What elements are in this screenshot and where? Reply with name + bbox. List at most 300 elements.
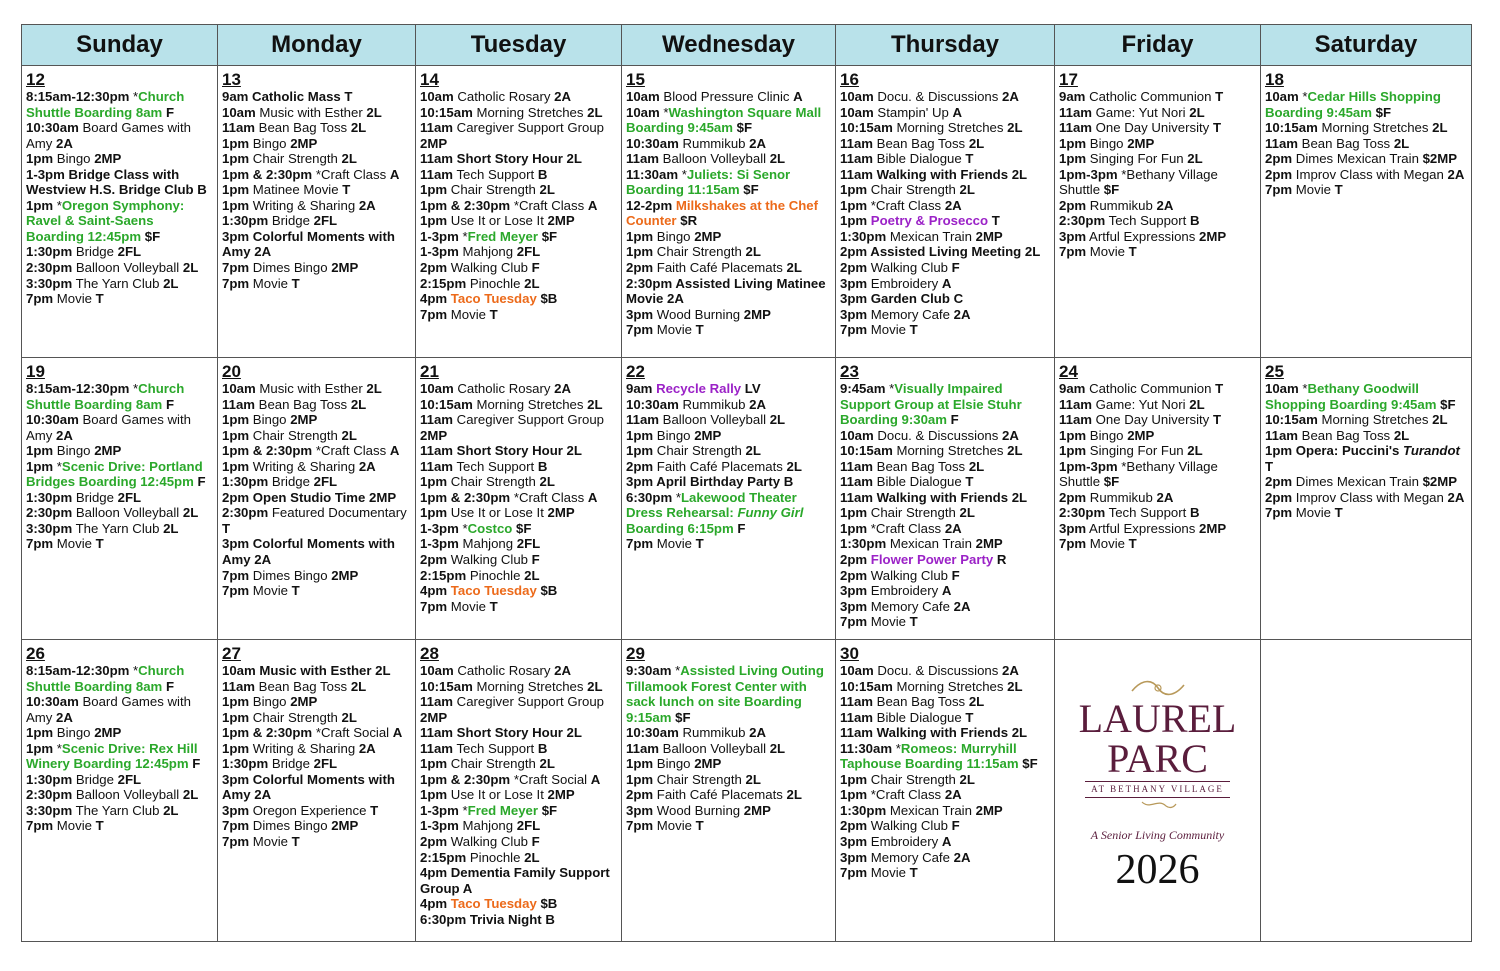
- event-item: [26, 772, 213, 788]
- event-text: 3pm: [840, 583, 868, 599]
- event-text: Taco Tuesday: [450, 291, 537, 307]
- event-item: [26, 536, 213, 552]
- event-text: Bridge: [72, 244, 118, 260]
- event-text: $F: [1103, 474, 1120, 490]
- event-text: 10am: [840, 427, 874, 443]
- event-item: [840, 198, 1050, 214]
- event-text: Bible Dialogue: [873, 151, 966, 167]
- event-text: 1-3pm: [420, 520, 459, 536]
- event-text: 2pm: [840, 818, 868, 834]
- event-item: [840, 663, 1050, 679]
- event-text: 1pm: [626, 244, 654, 260]
- event-text: Wood Burning: [653, 802, 744, 818]
- week-row: [22, 358, 1472, 640]
- event-item: [626, 459, 831, 475]
- event-text: Movie: [249, 583, 292, 599]
- event-item: [420, 244, 617, 260]
- event-text: 2A: [953, 598, 971, 614]
- event-item: [1059, 198, 1256, 214]
- event-item: [26, 459, 213, 490]
- event-item: [420, 536, 617, 552]
- event-text: 2MP: [290, 412, 318, 428]
- event-text: 1-3pm Bridge Class with Westview H.S. Bridge Club B: [26, 166, 207, 198]
- event-text: 1:30pm: [840, 536, 887, 552]
- event-text: Movie: [249, 834, 292, 850]
- event-text: *: [885, 381, 895, 396]
- event-text: Improv Class with Megan: [1292, 489, 1448, 505]
- event-text: Movie: [1292, 505, 1335, 521]
- event-text: B: [537, 740, 548, 756]
- calendar-grid: [21, 24, 1472, 942]
- event-text: 10:15am: [1265, 412, 1318, 428]
- event-text: Bean Bag Toss: [873, 694, 969, 710]
- event-text: *Craft Class: [867, 787, 945, 803]
- event-text: 2L: [341, 709, 357, 725]
- event-text: T: [991, 213, 1000, 229]
- event-item: [840, 490, 1050, 506]
- event-item: [420, 260, 617, 276]
- event-item: [222, 710, 411, 726]
- day-number: 21: [420, 362, 439, 381]
- event-text: 2A: [554, 381, 572, 396]
- event-item: [420, 229, 617, 245]
- event-text: 3pm: [840, 598, 868, 614]
- day-cell: [1055, 66, 1261, 358]
- event-text: *: [129, 663, 139, 678]
- event-item: [1265, 490, 1467, 506]
- day-cell: [1055, 358, 1261, 640]
- event-text: $B: [540, 583, 558, 599]
- day-number: 25: [1265, 362, 1284, 381]
- event-text: Bridge: [268, 213, 314, 229]
- logo-tagline: A Senior Living Community: [1090, 827, 1225, 842]
- event-item: [222, 834, 411, 850]
- event-text: 2pm: [1059, 489, 1087, 505]
- event-item: [840, 787, 1050, 803]
- event-text: Bible Dialogue: [873, 474, 966, 490]
- event-text: 2L: [959, 182, 975, 198]
- event-text: 1-3pm: [420, 244, 459, 260]
- event-text: Docu. & Discussions: [873, 427, 1002, 443]
- event-item: [1059, 229, 1256, 245]
- event-text: Game: Yut Nori: [1092, 104, 1190, 120]
- event-item: [840, 322, 1050, 338]
- event-item: [420, 834, 617, 850]
- event-item: [840, 710, 1050, 726]
- event-text: 1pm: [840, 771, 868, 787]
- event-text: 2L: [539, 182, 555, 198]
- event-text: 7pm: [840, 614, 868, 630]
- event-text: 2MP: [694, 228, 722, 244]
- event-text: 10:30am: [26, 694, 79, 710]
- event-text: 1pm & 2:30pm: [420, 197, 511, 213]
- event-text: 10am: [840, 663, 874, 678]
- event-text: Movie: [1292, 182, 1335, 198]
- event-text: 3pm Garden Club C: [840, 291, 964, 307]
- event-text: 1:30pm: [840, 802, 887, 818]
- event-text: 2A: [953, 849, 971, 865]
- event-text: 2FL: [117, 489, 142, 505]
- event-item: [222, 136, 411, 152]
- event-text: 2pm: [420, 260, 448, 276]
- empty-cell: [1261, 640, 1472, 942]
- event-text: Bingo: [249, 694, 291, 710]
- event-text: 1-3pm: [420, 536, 459, 552]
- event-text: 7pm: [222, 818, 250, 834]
- day-cell: [836, 640, 1055, 942]
- event-text: T: [1128, 244, 1137, 260]
- event-text: Blood Pressure Clinic: [659, 89, 794, 104]
- event-text: T: [1215, 89, 1224, 104]
- event-item: [222, 694, 411, 710]
- event-item: [26, 120, 213, 151]
- event-text: T: [95, 536, 104, 552]
- event-text: 1pm & 2:30pm: [222, 443, 313, 459]
- event-text: 1-3pm: [420, 228, 459, 244]
- event-item: [420, 896, 617, 912]
- event-text: Board Games with Amy: [26, 694, 191, 725]
- event-text: 2A: [944, 787, 962, 803]
- event-item: [1265, 136, 1467, 152]
- event-text: 2pm: [1265, 489, 1293, 505]
- event-text: $F: [743, 182, 759, 198]
- event-text: Dimes Bingo: [249, 567, 332, 583]
- event-text: 10am: [1265, 381, 1299, 396]
- event-text: 1pm: [420, 182, 448, 198]
- event-text: Bingo: [53, 443, 95, 459]
- event-text: Dimes Bingo: [249, 260, 332, 276]
- event-item: [626, 772, 831, 788]
- event-text: T: [291, 275, 300, 291]
- event-item: [1265, 428, 1467, 444]
- event-text: A: [793, 89, 803, 104]
- event-item: [626, 663, 831, 725]
- event-text: 7pm: [1059, 536, 1087, 552]
- event-text: Bean Bag Toss: [1298, 135, 1394, 151]
- day-cell: [22, 358, 218, 640]
- event-text: 10:30am: [626, 396, 679, 412]
- event-text: Bingo: [53, 725, 95, 741]
- event-text: Morning Stretches: [472, 396, 588, 412]
- event-item: [840, 459, 1050, 475]
- event-text: Embroidery: [867, 275, 942, 291]
- event-item: [420, 459, 617, 475]
- event-text: Mexican Train: [886, 802, 976, 818]
- event-text: 2:30pm: [26, 505, 73, 521]
- event-text: 10am: [420, 89, 454, 104]
- event-text: 9am: [1059, 381, 1086, 396]
- event-item: [26, 89, 213, 120]
- event-item: [840, 89, 1050, 105]
- event-text: 1pm: [840, 520, 868, 536]
- event-item: [26, 244, 213, 260]
- week-row: [22, 640, 1472, 942]
- event-text: 2FL: [516, 818, 541, 834]
- event-text: 2FL: [117, 244, 142, 260]
- event-text: Bingo: [53, 151, 95, 167]
- event-text: 1pm: [420, 474, 448, 490]
- event-text: *Bethany Village Shuttle: [1059, 166, 1218, 198]
- event-text: *: [1298, 381, 1308, 396]
- event-text: 2:30pm: [26, 260, 73, 276]
- event-text: 2pm: [626, 458, 654, 474]
- event-text: 2MP: [743, 306, 771, 322]
- day-cell: [218, 66, 416, 358]
- event-text: T: [370, 802, 379, 818]
- event-text: 7pm: [626, 818, 654, 834]
- event-text: 7pm: [420, 306, 448, 322]
- event-item: [626, 381, 831, 397]
- event-item: [626, 229, 831, 245]
- event-text: Movie: [447, 598, 490, 614]
- event-text: *: [53, 740, 62, 756]
- event-text: 10am: [222, 104, 256, 120]
- event-text: $B: [540, 291, 558, 307]
- event-item: [840, 741, 1050, 772]
- event-item: [1059, 505, 1256, 521]
- event-text: 1:30pm: [222, 756, 269, 772]
- event-text: 2MP: [420, 709, 448, 725]
- weekday-wednesday: Wednesday: [622, 25, 836, 66]
- event-text: 2:30pm: [222, 505, 269, 521]
- event-text: Movie: [447, 306, 490, 322]
- event-text: 2MP: [94, 151, 122, 167]
- event-text: Rummikub: [1086, 489, 1157, 505]
- event-item: [420, 912, 617, 928]
- event-text: 10:15am: [420, 396, 473, 412]
- event-text: 9am Catholic Mass T: [222, 89, 353, 104]
- event-text: A: [389, 166, 400, 182]
- event-text: 1pm: [26, 443, 54, 459]
- event-text: 10:30am: [626, 725, 679, 741]
- event-text: 2L: [350, 678, 367, 694]
- event-text: 9am: [626, 381, 653, 396]
- event-text: 2FL: [516, 536, 541, 552]
- event-item: [26, 521, 213, 537]
- event-text: Movie: [53, 536, 96, 552]
- event-text: 9:30am: [626, 663, 672, 678]
- event-item: [26, 694, 213, 725]
- event-text: 11am: [840, 458, 874, 474]
- event-text: Chair Strength: [447, 756, 540, 772]
- event-text: 2L: [959, 505, 975, 521]
- event-item: [26, 490, 213, 506]
- event-text: $R: [680, 213, 698, 229]
- event-text: 1pm Opera: Puccini's: [1265, 443, 1403, 459]
- event-text: 2A: [1447, 166, 1465, 182]
- event-text: 11am: [420, 412, 454, 428]
- event-item: [222, 725, 411, 741]
- event-item: [626, 490, 831, 537]
- event-text: 2L: [587, 396, 603, 412]
- event-item: [1059, 105, 1256, 121]
- event-text: 11:30am: [840, 740, 893, 756]
- event-text: Bridge: [72, 489, 118, 505]
- event-text: 2A: [749, 396, 767, 412]
- event-item: [1265, 381, 1467, 412]
- event-text: Singing For Fun: [1086, 151, 1188, 167]
- event-text: Balloon Volleyball: [659, 151, 770, 167]
- event-text: 2pm: [626, 260, 654, 276]
- event-text: 2FL: [516, 244, 541, 260]
- event-text: Movie: [53, 818, 96, 834]
- event-item: [222, 120, 411, 136]
- event-item: [626, 198, 831, 229]
- event-text: 10:15am: [420, 104, 473, 120]
- event-text: Funny Girl: [737, 505, 804, 521]
- event-text: 11am: [1265, 135, 1299, 151]
- event-text: Artful Expressions: [1086, 520, 1199, 536]
- event-item: [840, 552, 1050, 568]
- event-text: 2L: [769, 740, 786, 756]
- event-text: 10am: [840, 104, 874, 120]
- event-text: 2A: [944, 520, 962, 536]
- event-text: B: [537, 458, 548, 474]
- event-text: 7pm: [1265, 182, 1293, 198]
- event-item: [1265, 443, 1467, 474]
- event-text: 1pm: [840, 213, 868, 229]
- event-text: Walking Club: [867, 260, 952, 276]
- event-text: 1pm: [222, 412, 250, 428]
- event-text: 10am Music with Esther 2L: [222, 663, 391, 678]
- event-text: Walking Club: [867, 567, 952, 583]
- event-text: 2MP: [975, 802, 1003, 818]
- event-item: [222, 182, 411, 198]
- event-text: 3pm Colorful Moments with Amy 2A: [222, 771, 395, 803]
- event-text: Assisted Living Outing Tillamook Forest Center with sack lunch on site Boarding 9:15am: [626, 663, 824, 725]
- event-text: 1pm: [420, 756, 448, 772]
- event-text: *Bethany Village Shuttle: [1059, 458, 1218, 490]
- day-number: 15: [626, 70, 645, 89]
- event-text: Singing For Fun: [1086, 443, 1188, 459]
- event-text: Tech Support: [1105, 505, 1190, 521]
- event-text: Chair Strength: [867, 505, 960, 521]
- event-text: 10:15am: [840, 678, 893, 694]
- event-text: 1:30pm: [222, 213, 269, 229]
- event-item: [420, 803, 617, 819]
- event-text: 2L: [786, 260, 802, 276]
- event-item: [222, 229, 411, 260]
- event-item: [1059, 443, 1256, 459]
- event-text: Tech Support: [453, 740, 538, 756]
- event-text: 2L: [163, 275, 179, 291]
- event-text: T: [489, 306, 498, 322]
- day-cell: [416, 640, 622, 942]
- event-item: [840, 276, 1050, 292]
- event-text: 1pm: [420, 787, 448, 803]
- day-number: 16: [840, 70, 859, 89]
- event-text: 10am: [420, 381, 454, 396]
- branding-cell: [1055, 640, 1261, 942]
- event-text: *: [892, 740, 901, 756]
- event-text: Chair Strength: [653, 771, 746, 787]
- event-item: [1059, 459, 1256, 490]
- event-text: 3pm: [840, 834, 868, 850]
- event-text: Bean Bag Toss: [255, 396, 351, 412]
- event-item: [26, 787, 213, 803]
- event-text: 2A: [749, 135, 767, 151]
- event-text: Music with Esther: [255, 104, 367, 120]
- event-text: 2MP: [694, 756, 722, 772]
- event-item: [840, 229, 1050, 245]
- day-number: 17: [1059, 70, 1078, 89]
- event-text: 11am Walking with Friends 2L: [840, 489, 1028, 505]
- event-text: 11am: [626, 412, 660, 428]
- event-text: 1:30pm: [26, 771, 73, 787]
- event-text: Chair Strength: [867, 182, 960, 198]
- event-item: [420, 474, 617, 490]
- event-text: Scenic Drive: Portland Bridges Boarding 12:45pm: [26, 458, 203, 490]
- event-item: [1059, 151, 1256, 167]
- event-item: [222, 818, 411, 834]
- event-text: Chair Strength: [653, 244, 746, 260]
- event-text: 7pm: [222, 275, 250, 291]
- event-text: 1pm: [626, 771, 654, 787]
- event-text: 9am: [1059, 89, 1086, 104]
- event-item: [626, 276, 831, 307]
- event-text: Church Shuttle Boarding 8am: [26, 89, 185, 120]
- event-text: 11am: [1059, 120, 1093, 136]
- event-text: 10:15am: [840, 443, 893, 459]
- event-text: B: [1189, 213, 1200, 229]
- event-item: [1059, 490, 1256, 506]
- event-text: T: [1265, 458, 1274, 474]
- event-text: 1pm: [840, 182, 868, 198]
- event-item: [840, 213, 1050, 229]
- day-cell: [218, 358, 416, 640]
- event-text: T: [1128, 536, 1137, 552]
- event-item: [26, 276, 213, 292]
- event-item: [626, 787, 831, 803]
- day-cell: [622, 640, 836, 942]
- event-text: 10:30am: [26, 412, 79, 428]
- event-text: 11am: [1059, 104, 1093, 120]
- event-text: 2L: [163, 802, 179, 818]
- event-text: 7pm: [840, 865, 868, 881]
- event-text: 1pm: [626, 228, 654, 244]
- event-text: 2L: [182, 505, 199, 521]
- event-text: Boarding 6:15pm: [626, 520, 734, 536]
- event-item: [840, 260, 1050, 276]
- event-text: T: [95, 818, 104, 834]
- event-text: Artful Expressions: [1086, 228, 1199, 244]
- event-text: *: [53, 458, 62, 474]
- event-item: [420, 307, 617, 323]
- event-item: [26, 505, 213, 521]
- event-text: 1pm: [1059, 443, 1087, 459]
- event-text: Poetry & Prosecco: [870, 213, 989, 229]
- event-item: [840, 291, 1050, 307]
- event-text: *Craft Class: [510, 489, 588, 505]
- event-text: 2:15pm: [420, 567, 467, 583]
- event-item: [840, 505, 1050, 521]
- event-text: 2A: [56, 709, 73, 725]
- event-item: [626, 741, 831, 757]
- event-text: 2L: [587, 104, 603, 120]
- calendar-header: [22, 25, 1472, 66]
- event-text: 6:30pm: [626, 489, 673, 505]
- logo-subtitle: AT BETHANY VILLAGE: [1085, 781, 1230, 799]
- event-text: 2FL: [313, 474, 338, 490]
- event-text: 1-3pm: [420, 818, 459, 834]
- event-text: *: [458, 228, 468, 244]
- event-text: 11am: [420, 694, 454, 710]
- event-text: 11am: [840, 694, 874, 710]
- event-text: 11am: [840, 135, 874, 151]
- event-text: Dimes Mexican Train: [1292, 474, 1423, 490]
- event-item: [626, 397, 831, 413]
- event-text: 2L: [587, 678, 603, 694]
